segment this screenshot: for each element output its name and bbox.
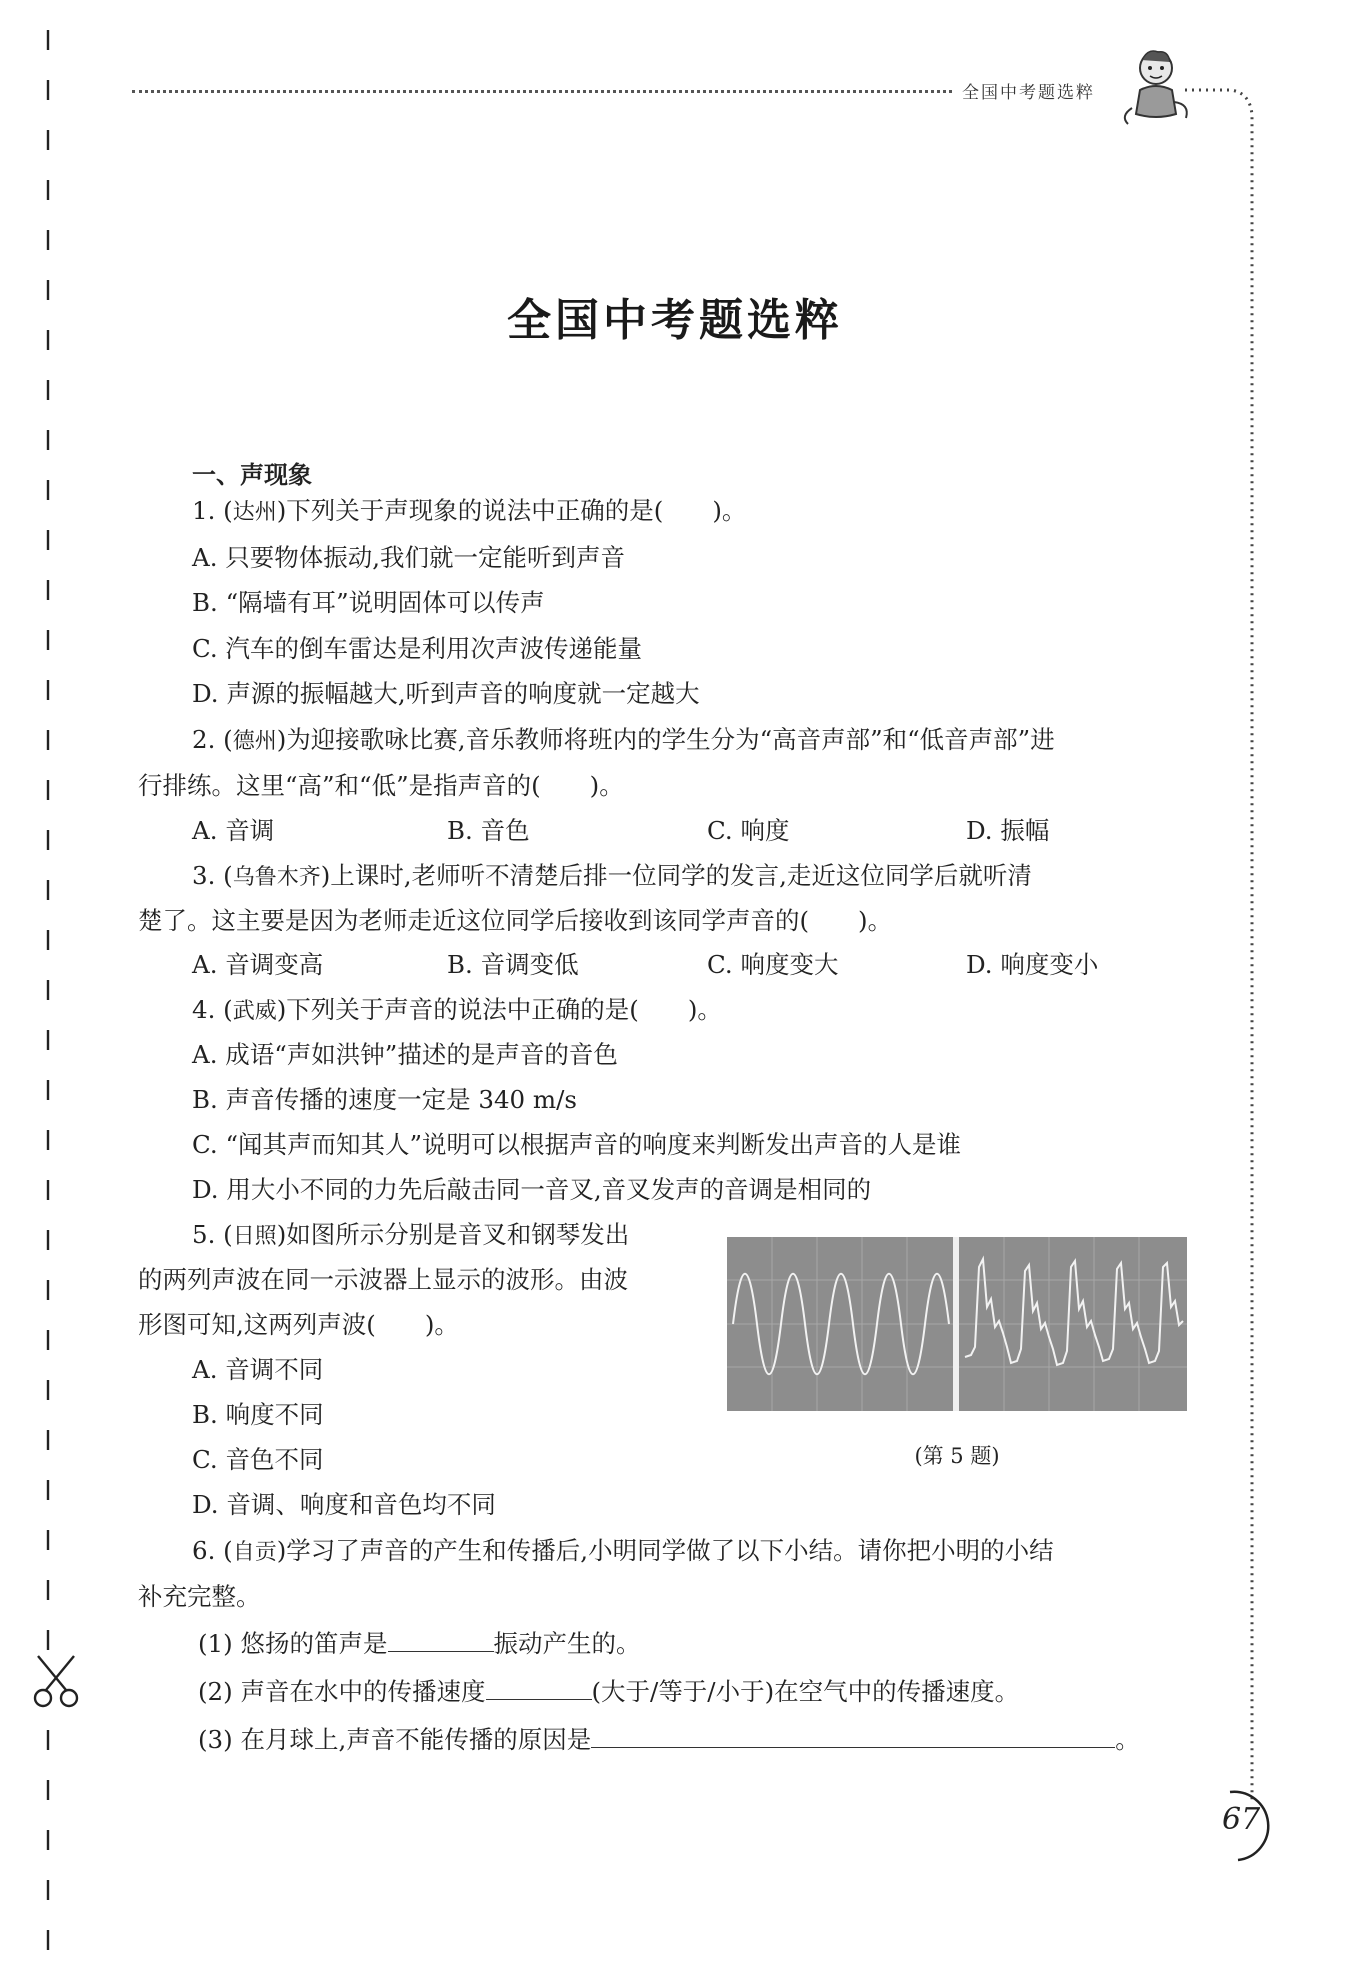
scissors-icon	[28, 1652, 84, 1712]
question-source: 达州	[232, 500, 277, 525]
question-2-cont: 行排练。这里“高”和“低”是指声音的( )。	[138, 771, 624, 800]
option: C. 响度变大	[707, 950, 839, 979]
option: B. 响度不同	[192, 1400, 324, 1429]
option: A. 音调变高	[192, 950, 324, 979]
question-3-cont: 楚了。这主要是因为老师走近这位同学后接收到该同学声音的( )。	[138, 906, 893, 935]
oscilloscope-figure	[727, 1237, 1187, 1411]
option: C. 汽车的倒车雷达是利用次声波传递能量	[192, 634, 642, 663]
option: A. 音调	[192, 816, 275, 845]
question-5: 5. (日照)如图所示分别是音叉和钢琴发出	[192, 1220, 630, 1249]
question-source: 日照	[232, 1224, 277, 1249]
option: C. 响度	[707, 816, 790, 845]
option: B. 音色	[447, 816, 530, 845]
question-6-cont: 补充完整。	[138, 1582, 261, 1611]
option: D. 用大小不同的力先后敲击同一音叉,音叉发声的音调是相同的	[192, 1175, 872, 1204]
question-source: 自贡	[232, 1540, 277, 1565]
page-number: 67	[1222, 1802, 1261, 1837]
option: D. 振幅	[966, 816, 1050, 845]
option: D. 声源的振幅越大,听到声音的响度就一定越大	[192, 679, 700, 708]
option: D. 响度变小	[966, 950, 1099, 979]
question-5-cont: 形图可知,这两列声波( )。	[138, 1310, 459, 1339]
question-2: 2. (德州)为迎接歌咏比赛,音乐教师将班内的学生分为“高音声部”和“低音声部”进	[192, 725, 1055, 754]
section-title: 一、声现象	[192, 461, 312, 489]
answer-blank[interactable]	[591, 1725, 1115, 1748]
option: C. “闻其声而知其人”说明可以根据声音的响度来判断发出声音的人是谁	[192, 1130, 961, 1159]
answer-blank[interactable]	[486, 1677, 592, 1700]
option: C. 音色不同	[192, 1445, 324, 1474]
figure-caption: (第 5 题)	[914, 1444, 1000, 1468]
question-6: 6. (自贡)学习了声音的产生和传播后,小明同学做了以下小结。请你把小明的小结	[192, 1536, 1054, 1565]
running-header: 全国中考题选粹	[962, 83, 1095, 103]
question-5-cont: 的两列声波在同一示波器上显示的波形。由波	[138, 1265, 628, 1294]
question-source: 乌鲁木齐	[232, 865, 321, 890]
option: A. 音调不同	[192, 1355, 324, 1384]
fill-in-item-3: (3) 在月球上,声音不能传播的原因是 。	[198, 1725, 1140, 1754]
option: A. 只要物体振动,我们就一定能听到声音	[192, 543, 626, 572]
question-1: 1. (达州)下列关于声现象的说法中正确的是( )。	[192, 496, 747, 525]
option: B. “隔墙有耳”说明固体可以传声	[192, 588, 545, 617]
option: A. 成语“声如洪钟”描述的是声音的音色	[192, 1040, 618, 1069]
header-rule	[132, 90, 952, 93]
answer-blank[interactable]	[388, 1629, 494, 1652]
option: B. 声音传播的速度一定是 340 m/s	[192, 1085, 577, 1114]
page-title: 全国中考题选粹	[507, 295, 843, 346]
question-source: 德州	[232, 729, 277, 754]
fill-in-item-1: (1) 悠扬的笛声是 振动产生的。	[198, 1629, 641, 1658]
question-4: 4. (武威)下列关于声音的说法中正确的是( )。	[192, 995, 722, 1024]
question-source: 武威	[232, 999, 277, 1024]
option: B. 音调变低	[447, 950, 579, 979]
question-3: 3. (乌鲁木齐)上课时,老师听不清楚后排一位同学的发言,走近这位同学后就听清	[192, 861, 1032, 890]
option: D. 音调、响度和音色均不同	[192, 1490, 496, 1519]
mascot-icon	[1118, 42, 1194, 130]
fill-in-item-2: (2) 声音在水中的传播速度 (大于/等于/小于)在空气中的传播速度。	[198, 1677, 1020, 1706]
